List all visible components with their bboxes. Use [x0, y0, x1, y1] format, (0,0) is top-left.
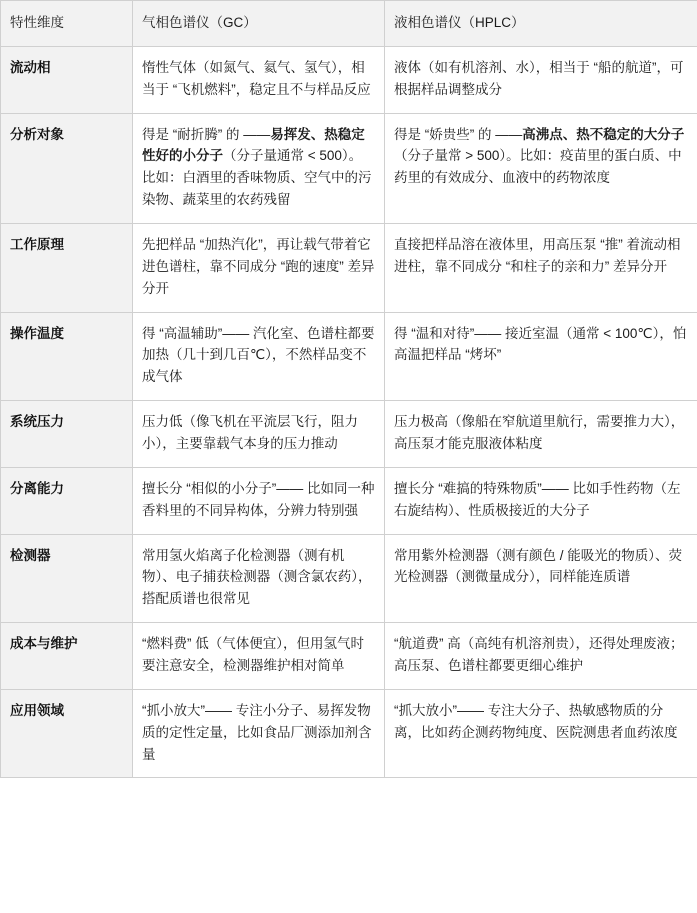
cell-text-pre: “抓小放大”——	[142, 702, 232, 718]
cell-gc-temperature: 得 “高温辅助”—— 汽化室、色谱柱都要加热（几十到几百℃），不然样品变不成气体	[133, 312, 385, 401]
cell-gc-pressure: 压力低（像飞机在平流层飞行，阻力小），主要靠载气本身的压力推动	[133, 401, 385, 468]
cell-text-post: （分子量通常 < 500）。比如：白酒里的香味物质、空气中的污染物、蔬菜里的农药残留	[142, 148, 372, 208]
table-row	[1, 623, 697, 690]
table-header	[1, 1, 697, 47]
cell-hplc-separation	[385, 467, 697, 534]
row-label-cost-maintenance: 成本与维护	[1, 623, 133, 690]
cell-gc-detector: 常用氢火焰离子化检测器（测有机物）、电子捕获检测器（测含氯农药），搭配质谱也很常见	[133, 534, 385, 623]
cell-text-pre: 擅长分 “难搞的特殊物质”——	[394, 480, 569, 496]
table-row	[1, 224, 697, 313]
cell-text-pre: 得是 “耐折腾” 的 ——	[142, 126, 271, 142]
row-label-analyte: 分析对象	[1, 113, 133, 223]
table-row	[1, 534, 697, 623]
cell-hplc-mobile-phase: 液体（如有机溶剂、水），相当于 “船的航道”，可根据样品调整成分	[385, 46, 697, 113]
cell-hplc-application	[385, 689, 697, 778]
table-body	[1, 46, 697, 778]
cell-hplc-detector: 常用紫外检测器（测有颜色 / 能吸光的物质）、荧光检测器（测微量成分），同样能连质谱	[385, 534, 697, 623]
row-label-temperature: 操作温度	[1, 312, 133, 401]
table-row	[1, 689, 697, 778]
table-row	[1, 401, 697, 468]
row-label-detector: 检测器	[1, 534, 133, 623]
cell-text-post: 比如手性药物（左右旋结构）、性质极接近的大分子	[394, 480, 681, 518]
cell-text-pre: 得是 “娇贵些” 的 ——	[394, 126, 523, 142]
cell-hplc-cost-maintenance: “航道费” 高（高纯有机溶剂贵），还得处理废液；高压泵、色谱柱都要更细心维护	[385, 623, 697, 690]
row-label-separation: 分离能力	[1, 467, 133, 534]
cell-text-highlight: 易挥发、热稳定性好的小分子	[142, 126, 365, 164]
cell-hplc-pressure: 压力极高（像船在窄航道里航行，需要推力大），高压泵才能克服液体粘度	[385, 401, 697, 468]
cell-gc-separation	[133, 467, 385, 534]
row-label-principle: 工作原理	[1, 224, 133, 313]
cell-hplc-principle: 直接把样品溶在液体里，用高压泵 “推” 着流动相进柱，靠不同成分 “和柱子的亲和力” 差异分开	[385, 224, 697, 313]
cell-text-post: 专注大分子、热敏感物质的分离，比如药企测药物纯度、医院测患者血药浓度	[394, 702, 678, 740]
column-header-dimension: 特性维度	[1, 1, 133, 47]
cell-gc-application	[133, 689, 385, 778]
cell-gc-cost-maintenance: “燃料费” 低（气体便宜），但用氢气时要注意安全，检测器维护相对简单	[133, 623, 385, 690]
cell-text-highlight: 高沸点、热不稳定的大分子	[522, 126, 685, 142]
table-row	[1, 113, 697, 223]
cell-hplc-temperature: 得 “温和对待”—— 接近室温（通常 < 100℃），怕高温把样品 “烤坏”	[385, 312, 697, 401]
cell-hplc-analyte	[385, 113, 697, 223]
cell-gc-mobile-phase: 惰性气体（如氮气、氦气、氢气），相当于 “飞机燃料”，稳定且不与样品反应	[133, 46, 385, 113]
column-header-hplc: 液相色谱仪（HPLC）	[385, 1, 697, 47]
table-row	[1, 46, 697, 113]
cell-text-post: 专注小分子、易挥发物质的定性定量，比如食品厂测添加剂含量	[142, 702, 372, 762]
row-label-application: 应用领域	[1, 689, 133, 778]
table-row	[1, 312, 697, 401]
row-label-pressure: 系统压力	[1, 401, 133, 468]
cell-text-pre: “抓大放小”——	[394, 702, 484, 718]
cell-text-post: 比如同一种香料里的不同异构体，分辨力特别强	[142, 480, 375, 518]
column-header-gc: 气相色谱仪（GC）	[133, 1, 385, 47]
table-header-row	[1, 1, 697, 47]
cell-text-post: （分子量常 > 500）。比如：疫苗里的蛋白质、中药里的有效成分、血液中的药物浓度	[394, 148, 682, 186]
cell-text-pre: 擅长分 “相似的小分子”——	[142, 480, 304, 496]
table-row	[1, 467, 697, 534]
row-label-mobile-phase: 流动相	[1, 46, 133, 113]
cell-gc-analyte	[133, 113, 385, 223]
cell-gc-principle: 先把样品 “加热汽化”，再让载气带着它进色谱柱，靠不同成分 “跑的速度” 差异分开	[133, 224, 385, 313]
